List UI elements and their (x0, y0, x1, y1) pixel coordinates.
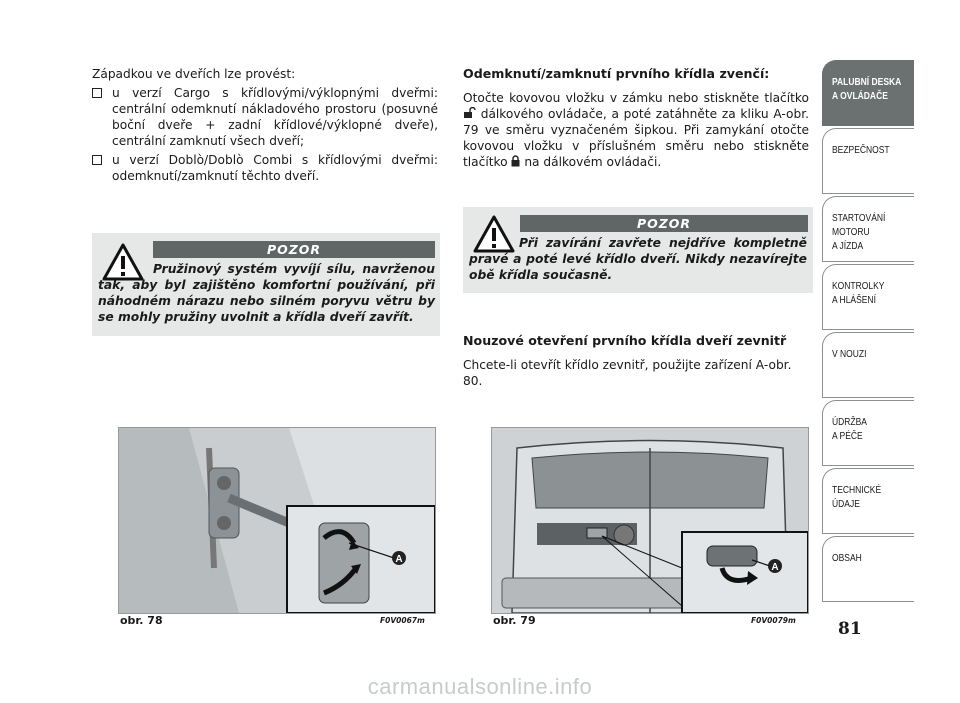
tab-label: BEZPEČNOST (832, 145, 890, 156)
tab-label: KONTROLKY A HLÁŠENÍ (832, 281, 885, 306)
warning-text: Při zavírání zavřete nejdříve kompletně pravé a poté levé křídlo dveří. Nikdy nezavírejte obě křídla současně. (469, 236, 807, 282)
tab-label: OBSAH (832, 553, 862, 564)
tab-chapter[interactable] (822, 264, 914, 330)
tab-label: V NOUZI (832, 349, 867, 360)
right-column (463, 66, 809, 170)
unlock-button-icon (463, 107, 476, 119)
lock-button-icon (511, 155, 520, 167)
list-item: u verzí Cargo s křídlovými/výklopnými dveřmi: centrální odemknutí nákladového prostoru (posuvné boční dveře + zadní křídlové/výklopné dveře), centrální zamknutí všech dveří; (92, 85, 438, 149)
tab-chapter[interactable] (822, 196, 914, 262)
figure-label-a: A (395, 554, 403, 565)
figure-caption: obr. 79 (493, 614, 536, 627)
body-text: Chcete-li otevřít křídlo zevnitř, použijte zařízení A-obr. 80. (463, 358, 792, 388)
emergency-section (463, 333, 813, 389)
checkbox-bullet-icon (92, 88, 102, 98)
warning-title: POZOR (153, 241, 435, 258)
checkbox-bullet-icon (92, 155, 102, 165)
tab-label: PALUBNÍ DESKA A OVLÁDAČE (832, 77, 902, 102)
warning-box (463, 207, 813, 293)
list-item: u verzí Doblò/Doblò Combi s křídlovými dveřmi: odemknutí/zamknutí těchto dveří. (92, 152, 438, 184)
figure-code: F0V0079m (751, 616, 796, 625)
tab-chapter[interactable] (822, 332, 914, 398)
tab-chapter[interactable] (822, 60, 914, 126)
figure-rear-doors (491, 427, 809, 614)
tab-label: TECHNICKÉ ÚDAJE (832, 485, 882, 510)
body-text: Otočte kovovou vložku v zámku nebo stiskněte tlačítko dálkového ovládače, a poté zatáhněte za kliku A-obr. 79 ve směru vyznačeném šipkou. Při zamykání otočte kovovou vložku v příslušném směru nebo stiskněte tlačítko na dálkovém ovládači. (463, 91, 809, 169)
left-column (92, 66, 438, 184)
warning-box (92, 233, 440, 336)
tab-chapter[interactable] (822, 400, 914, 466)
watermark: carmanualsonline.info (367, 674, 593, 699)
page-number: 81 (838, 619, 862, 639)
figure-door-hinge (118, 427, 436, 614)
tab-chapter[interactable] (822, 536, 914, 602)
warning-text: Pružinový systém vyvíjí sílu, navrženou tak, aby byl zajištěno komfortní používání, při náhodném nárazu nebo silném poryvu větru by se mohly pružiny uvolnit a křídla dveří zavřít. (98, 262, 435, 324)
tab-label: STARTOVÁNÍ MOTORU A JÍZDA (832, 213, 886, 252)
section-heading: Odemknutí/zamknutí prvního křídla zvenčí: (463, 66, 770, 81)
tab-chapter[interactable] (822, 128, 914, 194)
figure-code: F0V0067m (380, 616, 425, 625)
tab-chapter[interactable] (822, 468, 914, 534)
section-heading: Nouzové otevření prvního křídla dveří zevnitř (463, 333, 787, 348)
warning-title: POZOR (520, 215, 808, 232)
figure-caption: obr. 78 (120, 614, 163, 627)
tab-label: ÚDRŽBA A PÉČE (832, 417, 867, 442)
intro-text: Západkou ve dveřích lze provést: (92, 67, 296, 81)
figure-label-a: A (771, 562, 779, 573)
